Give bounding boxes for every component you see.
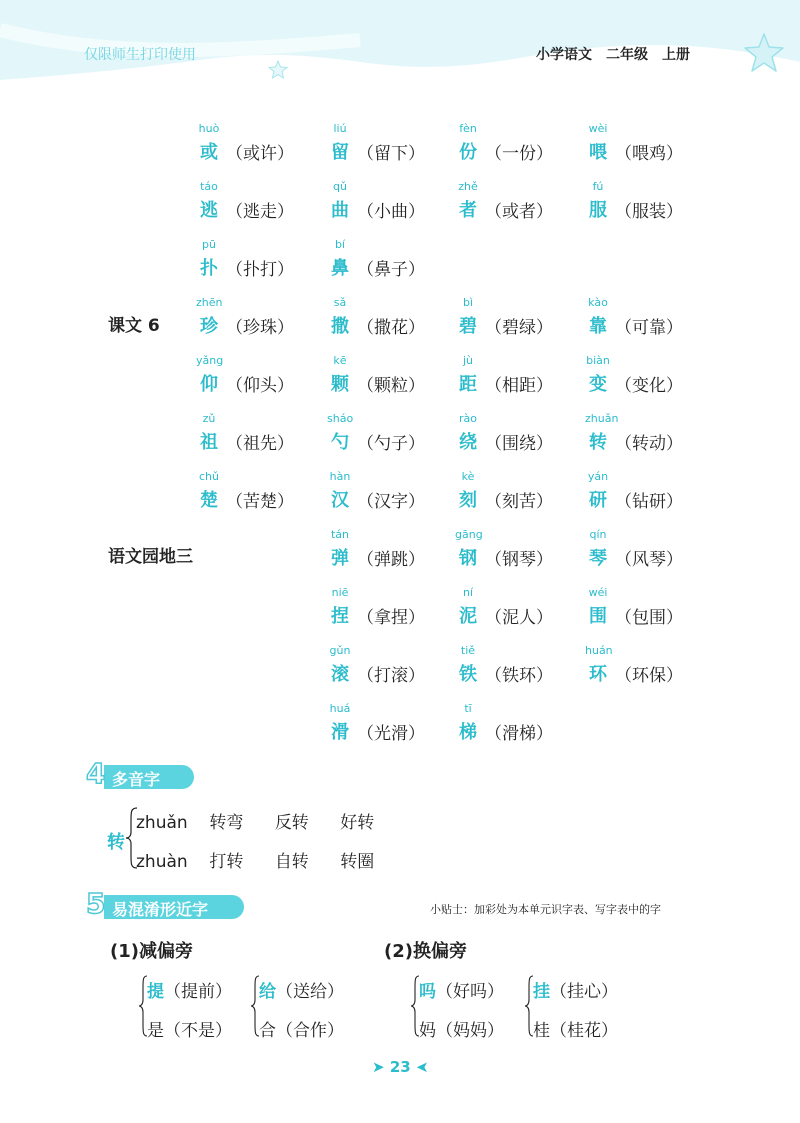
example-word: （鼻子） <box>357 260 425 280</box>
example-word: （可靠） <box>615 318 683 338</box>
example-word: （转动） <box>615 434 683 454</box>
new-character: 颗 <box>331 374 349 395</box>
example-word: （滑梯） <box>485 724 553 744</box>
example-word: （勺子） <box>357 434 425 454</box>
example-word: （相距） <box>485 376 553 396</box>
character-entry <box>196 180 336 232</box>
example-word: （弹跳） <box>357 550 425 570</box>
character-entry <box>327 644 467 696</box>
new-character: 滚 <box>331 664 349 685</box>
book-title: 小学语文 二年级 上册 <box>536 47 690 63</box>
example-word: （泥人） <box>485 608 553 628</box>
new-character: 梯 <box>459 722 477 743</box>
new-character: 钢 <box>459 548 477 569</box>
example-word: （风琴） <box>615 550 683 570</box>
character-entry <box>585 122 725 174</box>
character-entry <box>585 528 725 580</box>
pinyin: wéi <box>588 586 608 599</box>
character-entry <box>196 412 336 464</box>
pair-item: 挂（挂心） <box>533 982 618 1002</box>
pinyin: qín <box>589 528 607 541</box>
example-word: （打滚） <box>357 666 425 686</box>
character-entry <box>327 528 467 580</box>
pinyin: zhuǎn <box>585 412 619 425</box>
pinyin: huò <box>198 122 220 135</box>
arrow-right-icon: ➤ <box>372 1058 385 1076</box>
new-character: 或 <box>200 142 218 163</box>
reading-row <box>136 808 400 833</box>
new-character: 围 <box>589 606 607 627</box>
pinyin: rào <box>459 412 477 425</box>
pair-item: 妈（妈妈） <box>419 1021 504 1041</box>
new-character: 仰 <box>200 374 218 395</box>
example-word: （一份） <box>485 144 553 164</box>
pair-item: 提（提前） <box>147 982 232 1002</box>
new-character: 刻 <box>459 490 477 511</box>
pinyin: sǎ <box>333 296 347 309</box>
character-entry <box>585 470 725 522</box>
example-word: （撒花） <box>357 318 425 338</box>
new-character: 留 <box>331 142 349 163</box>
print-notice: 仅限师生打印使用 <box>84 47 196 63</box>
pinyin: kè <box>461 470 475 483</box>
example-word: （围绕） <box>485 434 553 454</box>
new-character: 捏 <box>331 606 349 627</box>
new-character: 服 <box>589 200 607 221</box>
reading-word: 好转 <box>340 813 375 833</box>
example-word: （扑打） <box>226 260 294 280</box>
example-word: （汉字） <box>357 492 425 512</box>
pinyin: bì <box>462 296 474 309</box>
polyphone-char: 转 <box>107 832 125 853</box>
reading-word: 转弯 <box>209 813 244 833</box>
character-entry <box>455 296 595 348</box>
example-word: （留下） <box>357 144 425 164</box>
pinyin: qǔ <box>333 180 347 193</box>
pinyin: chǔ <box>199 470 219 483</box>
pinyin: zhēn <box>196 296 223 309</box>
new-character: 勺 <box>331 432 349 453</box>
pinyin: tī <box>464 702 472 715</box>
example-word: （逃走） <box>226 202 294 222</box>
character-entry <box>327 586 467 638</box>
new-character: 珍 <box>200 316 218 337</box>
star-icon <box>268 60 288 80</box>
pinyin: ní <box>462 586 474 599</box>
pinyin: niē <box>331 586 349 599</box>
example-word: （或许） <box>226 144 294 164</box>
pinyin: yǎng <box>196 354 224 367</box>
pinyin: zhě <box>458 180 478 193</box>
reading-word: 转圈 <box>340 852 375 872</box>
character-entry <box>455 470 595 522</box>
character-entry <box>196 296 336 348</box>
subsection-2-title: (2)换偏旁 <box>384 941 467 962</box>
character-entry <box>327 238 467 290</box>
example-word: （珍珠） <box>226 318 294 338</box>
example-word: （光滑） <box>357 724 425 744</box>
character-entry <box>327 180 467 232</box>
character-entry <box>455 122 595 174</box>
reading-word: 打转 <box>209 852 244 872</box>
example-word: （或者） <box>485 202 553 222</box>
new-character: 靠 <box>589 316 607 337</box>
section-number: 4 <box>86 757 106 790</box>
pinyin: huá <box>329 702 351 715</box>
character-entry <box>585 180 725 232</box>
example-word: （环保） <box>615 666 683 686</box>
pinyin: kào <box>588 296 608 309</box>
new-character: 扑 <box>200 258 218 279</box>
new-character: 喂 <box>589 142 607 163</box>
reading-pinyin: zhuǎn <box>136 813 188 833</box>
pinyin: zǔ <box>202 412 216 425</box>
new-character: 琴 <box>589 548 607 569</box>
new-character: 滑 <box>331 722 349 743</box>
pinyin: yán <box>587 470 609 483</box>
example-word: （变化） <box>615 376 683 396</box>
example-word: （仰头） <box>226 376 294 396</box>
character-entry <box>327 296 467 348</box>
page-number: ➤ 23 ➤ <box>372 1058 429 1076</box>
new-character: 曲 <box>331 200 349 221</box>
character-entry <box>196 122 336 174</box>
garden-3-label: 语文园地三 <box>108 547 193 567</box>
pair-item: 是（不是） <box>147 1021 232 1041</box>
section-5-title <box>86 887 246 920</box>
character-entry <box>585 644 725 696</box>
example-word: （苦楚） <box>226 492 294 512</box>
new-character: 转 <box>589 432 607 453</box>
character-entry <box>455 586 595 638</box>
new-character: 者 <box>459 200 477 221</box>
new-character: 变 <box>589 374 607 395</box>
section-title-text: 易混淆形近字 <box>112 900 209 919</box>
new-character: 距 <box>459 374 477 395</box>
character-entry <box>455 180 595 232</box>
new-character: 泥 <box>459 606 477 627</box>
reading-word: 反转 <box>274 813 309 833</box>
reading-word: 自转 <box>274 852 309 872</box>
new-character: 汉 <box>331 490 349 511</box>
subsection-1-title: (1)减偏旁 <box>110 941 193 962</box>
pair-item: 合（合作） <box>259 1021 344 1041</box>
character-entry <box>327 354 467 406</box>
example-word: （喂鸡） <box>615 144 683 164</box>
example-word: （钻研） <box>615 492 683 512</box>
example-word: （颗粒） <box>357 376 425 396</box>
lesson-6-label: 课文 6 <box>108 316 160 336</box>
new-character: 逃 <box>200 200 218 221</box>
pinyin: gǔn <box>329 644 351 657</box>
pinyin: wèi <box>588 122 608 135</box>
example-word: （刻苦） <box>485 492 553 512</box>
pinyin: biàn <box>586 354 610 367</box>
new-character: 绕 <box>459 432 477 453</box>
star-icon <box>742 32 786 74</box>
section-number: 5 <box>86 887 106 920</box>
example-word: （包围） <box>615 608 683 628</box>
pair-item: 给（送给） <box>259 982 344 1002</box>
new-character: 祖 <box>200 432 218 453</box>
pinyin: kē <box>333 354 347 367</box>
new-character: 碧 <box>459 316 477 337</box>
pair-item: 吗（好吗） <box>419 982 504 1002</box>
pinyin: gāng <box>455 528 483 541</box>
pinyin: tán <box>330 528 350 541</box>
pinyin: pū <box>202 238 216 251</box>
pinyin: hàn <box>329 470 351 483</box>
character-entry <box>196 354 336 406</box>
section-4-title <box>86 757 196 790</box>
pinyin: jù <box>462 354 474 367</box>
reading-row <box>136 847 400 872</box>
character-entry <box>196 470 336 522</box>
character-entry <box>585 354 725 406</box>
pinyin: tiě <box>460 644 476 657</box>
section-title-text: 多音字 <box>112 770 161 789</box>
new-character: 份 <box>459 142 477 163</box>
new-character: 鼻 <box>331 258 349 279</box>
example-word: （服装） <box>615 202 683 222</box>
example-word: （祖先） <box>226 434 294 454</box>
character-entry <box>455 354 595 406</box>
pinyin: táo <box>200 180 218 193</box>
character-entry <box>455 412 595 464</box>
character-entry <box>327 122 467 174</box>
example-word: （拿捏） <box>357 608 425 628</box>
example-word: （小曲） <box>357 202 425 222</box>
character-entry <box>327 470 467 522</box>
pinyin: sháo <box>327 412 354 425</box>
pair-item: 桂（桂花） <box>533 1021 618 1041</box>
new-character: 研 <box>589 490 607 511</box>
character-entry <box>585 296 725 348</box>
new-character: 弹 <box>331 548 349 569</box>
character-entry <box>327 702 467 754</box>
pinyin: bí <box>334 238 346 251</box>
pinyin: fèn <box>459 122 477 135</box>
example-word: （铁环） <box>485 666 553 686</box>
arrow-left-icon: ➤ <box>415 1058 429 1076</box>
character-entry <box>455 702 595 754</box>
new-character: 撒 <box>331 316 349 337</box>
character-entry <box>455 528 595 580</box>
example-word: （钢琴） <box>485 550 553 570</box>
character-entry <box>585 412 725 464</box>
new-character: 铁 <box>459 664 477 685</box>
character-entry <box>455 644 595 696</box>
pinyin: huán <box>585 644 613 657</box>
character-entry <box>585 586 725 638</box>
new-character: 环 <box>589 664 607 685</box>
reading-pinyin: zhuàn <box>136 852 188 872</box>
character-entry <box>327 412 467 464</box>
character-entry <box>196 238 336 290</box>
new-character: 楚 <box>200 490 218 511</box>
pinyin: fú <box>592 180 604 193</box>
example-word: （碧绿） <box>485 318 553 338</box>
pinyin: liú <box>333 122 347 135</box>
tip-note: 小贴士：加彩处为本单元识字表、写字表中的字 <box>430 903 661 916</box>
